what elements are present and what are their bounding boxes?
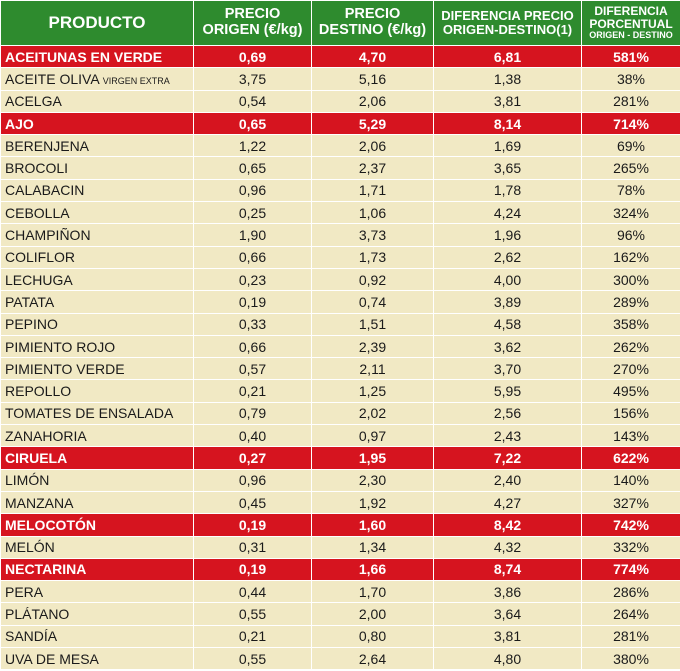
precio-origen-cell: 0,27 xyxy=(194,447,312,469)
diferencia-cell: 1,69 xyxy=(434,135,582,157)
diferencia-cell: 3,86 xyxy=(434,581,582,603)
precio-origen-cell: 0,54 xyxy=(194,90,312,112)
table-row xyxy=(1,648,680,670)
table-row xyxy=(1,112,680,134)
diferencia-cell: 4,80 xyxy=(434,648,582,670)
diferencia-cell: 3,62 xyxy=(434,335,582,357)
precio-origen-cell: 1,22 xyxy=(194,135,312,157)
precio-destino-cell: 0,74 xyxy=(312,291,434,313)
header-precio-origen: PRECIO ORIGEN (€/kg) xyxy=(194,1,312,46)
table-row xyxy=(1,581,680,603)
precio-origen-cell: 0,21 xyxy=(194,625,312,647)
diferencia-cell: 4,27 xyxy=(434,491,582,513)
diferencia-cell: 8,14 xyxy=(434,112,582,134)
precio-destino-cell: 2,06 xyxy=(312,90,434,112)
table-row xyxy=(1,625,680,647)
diferencia-cell: 4,32 xyxy=(434,536,582,558)
precio-destino-cell: 4,70 xyxy=(312,46,434,68)
precio-destino-cell: 2,64 xyxy=(312,648,434,670)
product-name: CEBOLLA xyxy=(1,202,194,224)
precio-origen-cell: 0,96 xyxy=(194,179,312,201)
precio-origen-cell: 0,31 xyxy=(194,536,312,558)
diferencia-cell: 3,81 xyxy=(434,90,582,112)
product-name: LECHUGA xyxy=(1,268,194,290)
precio-origen-cell: 0,23 xyxy=(194,268,312,290)
porcentual-cell: 96% xyxy=(582,224,680,246)
porcentual-cell: 622% xyxy=(582,447,680,469)
table-row xyxy=(1,380,680,402)
diferencia-cell: 1,38 xyxy=(434,68,582,90)
product-name: UVA DE MESA xyxy=(1,648,194,670)
precio-destino-cell: 1,60 xyxy=(312,514,434,536)
precio-origen-cell: 0,21 xyxy=(194,380,312,402)
header-porcentual: DIFERENCIA PORCENTUAL ORIGEN - DESTINO xyxy=(582,1,680,46)
precio-origen-cell: 0,33 xyxy=(194,313,312,335)
precio-destino-cell: 1,25 xyxy=(312,380,434,402)
product-name: ACEITUNAS EN VERDE xyxy=(1,46,194,68)
precio-origen-cell: 0,69 xyxy=(194,46,312,68)
porcentual-cell: 38% xyxy=(582,68,680,90)
porcentual-cell: 300% xyxy=(582,268,680,290)
diferencia-cell: 4,00 xyxy=(434,268,582,290)
precio-destino-cell: 2,11 xyxy=(312,358,434,380)
precio-destino-cell: 2,00 xyxy=(312,603,434,625)
precio-origen-cell: 0,25 xyxy=(194,202,312,224)
product-name: CIRUELA xyxy=(1,447,194,469)
product-name: SANDÍA xyxy=(1,625,194,647)
porcentual-cell: 332% xyxy=(582,536,680,558)
product-name: CALABACIN xyxy=(1,179,194,201)
diferencia-cell: 7,22 xyxy=(434,447,582,469)
table-row xyxy=(1,202,680,224)
precio-destino-cell: 2,06 xyxy=(312,135,434,157)
table-row xyxy=(1,425,680,447)
table-row xyxy=(1,246,680,268)
diferencia-cell: 2,62 xyxy=(434,246,582,268)
porcentual-cell: 262% xyxy=(582,335,680,357)
table-row xyxy=(1,157,680,179)
diferencia-cell: 2,56 xyxy=(434,402,582,424)
precio-origen-cell: 0,55 xyxy=(194,603,312,625)
table-row xyxy=(1,90,680,112)
diferencia-cell: 3,81 xyxy=(434,625,582,647)
product-name: PEPINO xyxy=(1,313,194,335)
table-row xyxy=(1,268,680,290)
precio-destino-cell: 5,29 xyxy=(312,112,434,134)
diferencia-cell: 2,43 xyxy=(434,425,582,447)
precio-destino-cell: 1,95 xyxy=(312,447,434,469)
diferencia-cell: 5,95 xyxy=(434,380,582,402)
porcentual-cell: 270% xyxy=(582,358,680,380)
precio-destino-cell: 0,97 xyxy=(312,425,434,447)
product-name: ACELGA xyxy=(1,90,194,112)
porcentual-cell: 143% xyxy=(582,425,680,447)
diferencia-cell: 1,78 xyxy=(434,179,582,201)
product-name: ACEITE OLIVA VIRGEN EXTRA xyxy=(1,68,194,90)
precio-origen-cell: 0,44 xyxy=(194,581,312,603)
product-name: NECTARINA xyxy=(1,558,194,580)
product-name: BROCOLI xyxy=(1,157,194,179)
precio-origen-cell: 0,65 xyxy=(194,112,312,134)
diferencia-cell: 3,64 xyxy=(434,603,582,625)
porcentual-cell: 714% xyxy=(582,112,680,134)
diferencia-cell: 2,40 xyxy=(434,469,582,491)
porcentual-cell: 281% xyxy=(582,625,680,647)
porcentual-cell: 581% xyxy=(582,46,680,68)
porcentual-cell: 69% xyxy=(582,135,680,157)
table-row xyxy=(1,469,680,491)
product-name: COLIFLOR xyxy=(1,246,194,268)
porcentual-cell: 78% xyxy=(582,179,680,201)
precio-origen-cell: 0,40 xyxy=(194,425,312,447)
precio-destino-cell: 0,92 xyxy=(312,268,434,290)
precio-origen-cell: 0,45 xyxy=(194,491,312,513)
table-row xyxy=(1,358,680,380)
precio-destino-cell: 1,66 xyxy=(312,558,434,580)
table-row xyxy=(1,135,680,157)
porcentual-cell: 380% xyxy=(582,648,680,670)
table-row xyxy=(1,514,680,536)
product-name: REPOLLO xyxy=(1,380,194,402)
table-row xyxy=(1,179,680,201)
precio-origen-cell: 0,57 xyxy=(194,358,312,380)
porcentual-cell: 327% xyxy=(582,491,680,513)
precio-origen-cell: 1,90 xyxy=(194,224,312,246)
precio-destino-cell: 1,92 xyxy=(312,491,434,513)
precio-origen-cell: 3,75 xyxy=(194,68,312,90)
header-precio-destino: PRECIO DESTINO (€/kg) xyxy=(312,1,434,46)
product-name: CHAMPIÑON xyxy=(1,224,194,246)
porcentual-cell: 742% xyxy=(582,514,680,536)
table-row xyxy=(1,224,680,246)
precio-origen-cell: 0,19 xyxy=(194,291,312,313)
diferencia-cell: 1,96 xyxy=(434,224,582,246)
header-row xyxy=(1,1,680,46)
table-row xyxy=(1,313,680,335)
precio-destino-cell: 1,51 xyxy=(312,313,434,335)
porcentual-cell: 281% xyxy=(582,90,680,112)
product-name: PLÁTANO xyxy=(1,603,194,625)
porcentual-cell: 156% xyxy=(582,402,680,424)
product-name: BERENJENA xyxy=(1,135,194,157)
product-name: MELOCOTÓN xyxy=(1,514,194,536)
porcentual-cell: 264% xyxy=(582,603,680,625)
precio-origen-cell: 0,19 xyxy=(194,514,312,536)
precio-destino-cell: 3,73 xyxy=(312,224,434,246)
precio-destino-cell: 0,80 xyxy=(312,625,434,647)
product-subtitle: VIRGEN EXTRA xyxy=(102,75,170,86)
precio-destino-cell: 5,16 xyxy=(312,68,434,90)
product-name: PERA xyxy=(1,581,194,603)
porcentual-cell: 289% xyxy=(582,291,680,313)
precio-destino-cell: 1,70 xyxy=(312,581,434,603)
product-name: TOMATES DE ENSALADA xyxy=(1,402,194,424)
product-name: PIMIENTO VERDE xyxy=(1,358,194,380)
precio-origen-cell: 0,65 xyxy=(194,157,312,179)
product-name: MANZANA xyxy=(1,491,194,513)
table-row xyxy=(1,491,680,513)
header-diferencia: DIFERENCIA PRECIO ORIGEN-DESTINO(1) xyxy=(434,1,582,46)
table-row xyxy=(1,46,680,68)
product-name: AJO xyxy=(1,112,194,134)
precio-origen-cell: 0,55 xyxy=(194,648,312,670)
table-row xyxy=(1,402,680,424)
diferencia-cell: 4,24 xyxy=(434,202,582,224)
diferencia-cell: 3,89 xyxy=(434,291,582,313)
table-row xyxy=(1,68,680,90)
diferencia-cell: 4,58 xyxy=(434,313,582,335)
diferencia-cell: 6,81 xyxy=(434,46,582,68)
porcentual-cell: 774% xyxy=(582,558,680,580)
diferencia-cell: 8,74 xyxy=(434,558,582,580)
porcentual-cell: 265% xyxy=(582,157,680,179)
porcentual-cell: 495% xyxy=(582,380,680,402)
precio-destino-cell: 1,34 xyxy=(312,536,434,558)
precio-destino-cell: 1,71 xyxy=(312,179,434,201)
diferencia-cell: 3,65 xyxy=(434,157,582,179)
header-producto: PRODUCTO xyxy=(1,1,194,46)
table-row xyxy=(1,558,680,580)
table-row xyxy=(1,536,680,558)
product-name: ZANAHORIA xyxy=(1,425,194,447)
precio-destino-cell: 2,39 xyxy=(312,335,434,357)
table-row xyxy=(1,335,680,357)
precio-destino-cell: 1,73 xyxy=(312,246,434,268)
diferencia-cell: 3,70 xyxy=(434,358,582,380)
precio-origen-cell: 0,66 xyxy=(194,246,312,268)
precio-origen-cell: 0,96 xyxy=(194,469,312,491)
porcentual-cell: 358% xyxy=(582,313,680,335)
porcentual-cell: 140% xyxy=(582,469,680,491)
precio-destino-cell: 2,30 xyxy=(312,469,434,491)
precio-destino-cell: 2,37 xyxy=(312,157,434,179)
precio-origen-cell: 0,79 xyxy=(194,402,312,424)
product-name: LIMÓN xyxy=(1,469,194,491)
porcentual-cell: 286% xyxy=(582,581,680,603)
precio-destino-cell: 2,02 xyxy=(312,402,434,424)
product-name: PATATA xyxy=(1,291,194,313)
precio-destino-cell: 1,06 xyxy=(312,202,434,224)
table-row xyxy=(1,447,680,469)
precio-origen-cell: 0,66 xyxy=(194,335,312,357)
diferencia-cell: 8,42 xyxy=(434,514,582,536)
product-name: PIMIENTO ROJO xyxy=(1,335,194,357)
product-name: MELÓN xyxy=(1,536,194,558)
precio-origen-cell: 0,19 xyxy=(194,558,312,580)
table-row xyxy=(1,603,680,625)
table-row xyxy=(1,291,680,313)
porcentual-cell: 162% xyxy=(582,246,680,268)
porcentual-cell: 324% xyxy=(582,202,680,224)
